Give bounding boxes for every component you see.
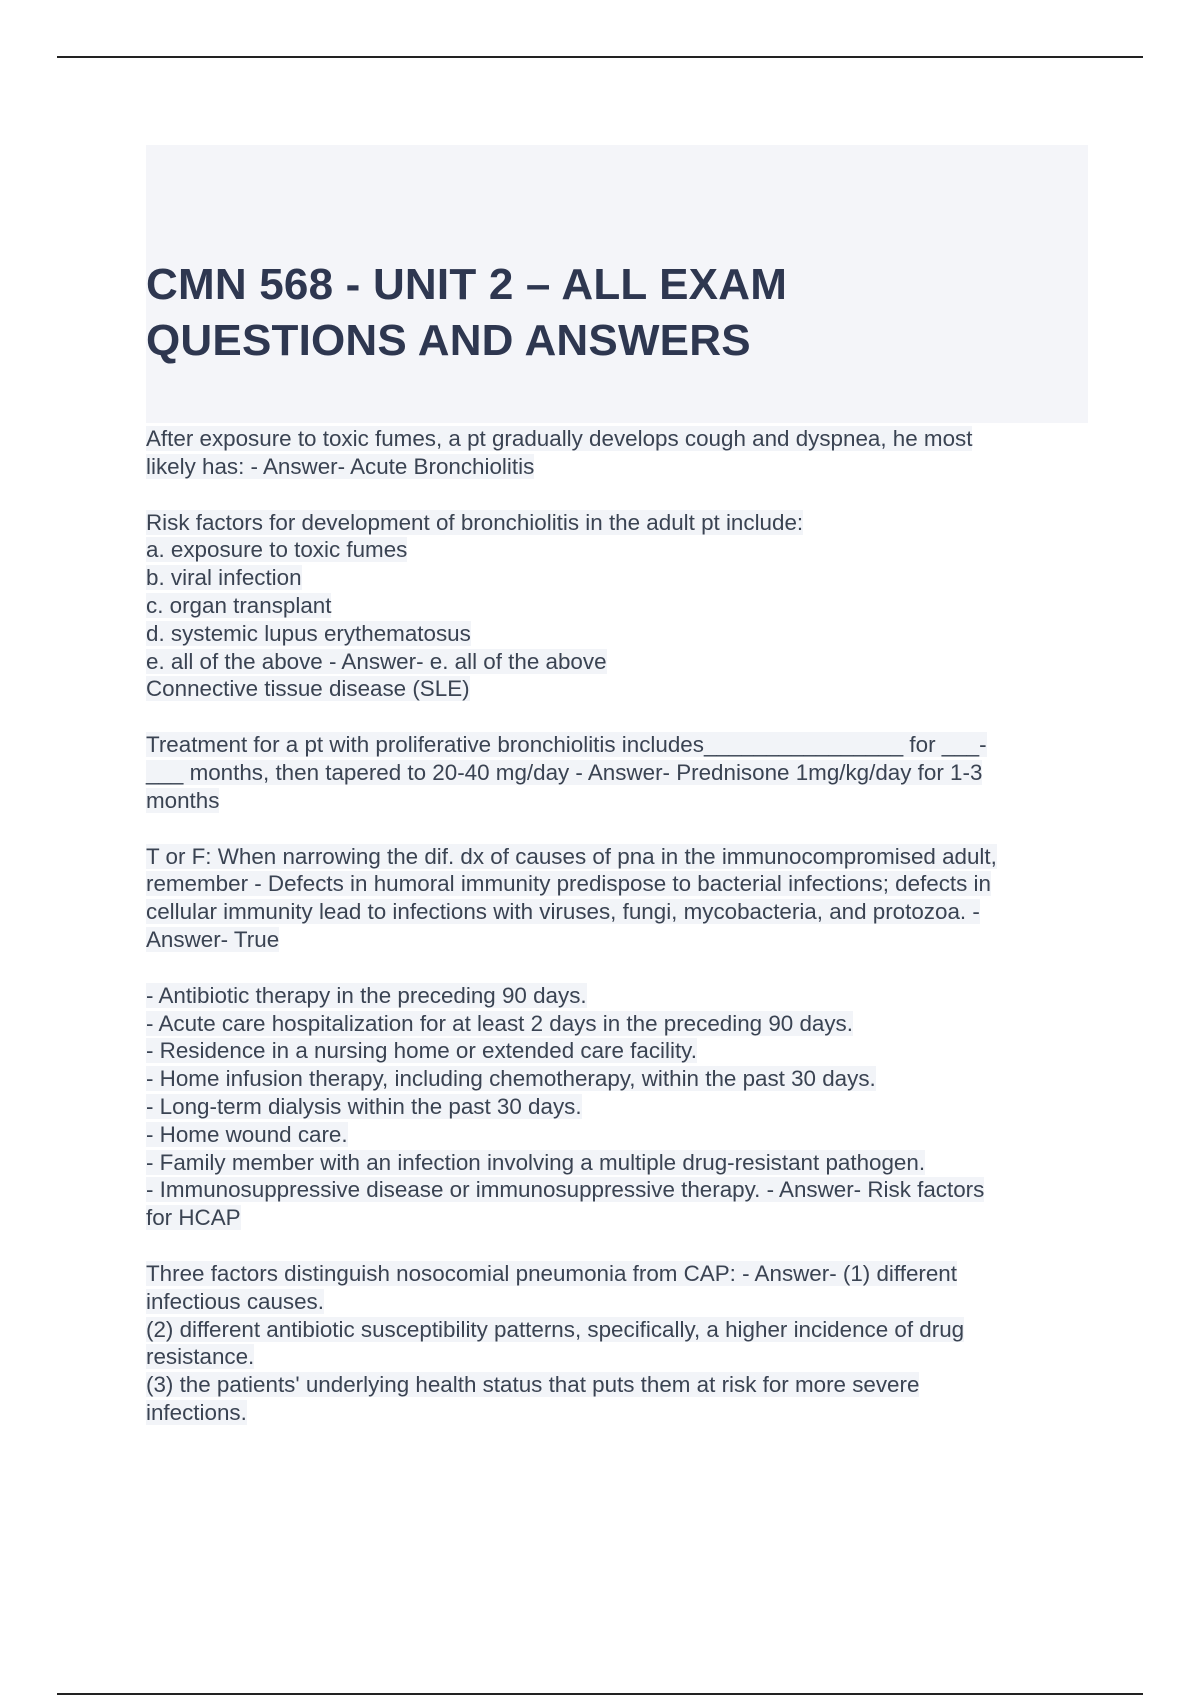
text-line: (3) the patients' underlying health status that puts them at risk for more severe (146, 1372, 920, 1398)
qa-paragraph (146, 1260, 1086, 1427)
text-line: e. all of the above - Answer- e. all of the above (146, 648, 607, 674)
title-banner (146, 145, 1088, 423)
text-line: cellular immunity lead to infections with viruses, fungi, mycobacteria, and protozoa. - (146, 899, 980, 925)
text-line: (2) different antibiotic susceptibility patterns, specifically, a higher incidence of drug (146, 1316, 965, 1342)
document-body (146, 425, 1086, 1455)
text-line: - Residence in a nursing home or extended care facility. (146, 1038, 697, 1064)
text-line: ___ months, then tapered to 20-40 mg/day - Answer- Prednisone 1mg/kg/day for 1-3 (146, 759, 983, 785)
text-line: Risk factors for development of bronchiolitis in the adult pt include: (146, 509, 804, 535)
text-line: a. exposure to toxic fumes (146, 537, 408, 563)
text-line: - Family member with an infection involving a multiple drug-resistant pathogen. (146, 1149, 926, 1175)
text-line: infectious causes. (146, 1288, 324, 1314)
text-line: infections. (146, 1399, 247, 1425)
qa-paragraph (146, 509, 1086, 704)
qa-paragraph (146, 425, 1086, 481)
text-line: - Home infusion therapy, including chemotherapy, within the past 30 days. (146, 1066, 876, 1092)
text-line: likely has: - Answer- Acute Bronchiolitis (146, 453, 535, 479)
top-rule (57, 56, 1143, 58)
text-line: resistance. (146, 1344, 255, 1370)
text-line: Three factors distinguish nosocomial pneumonia from CAP: - Answer- (1) different (146, 1260, 957, 1286)
text-line: Treatment for a pt with proliferative bronchiolitis includes________________ for ___- (146, 732, 987, 758)
text-line: - Antibiotic therapy in the preceding 90 days. (146, 982, 587, 1008)
text-line: for HCAP (146, 1205, 241, 1231)
text-line: months (146, 787, 220, 813)
text-line: - Immunosuppressive disease or immunosuppressive therapy. - Answer- Risk factors (146, 1177, 985, 1203)
qa-paragraph (146, 843, 1086, 954)
title-line: QUESTIONS AND ANSWERS (146, 316, 751, 365)
text-line: c. organ transplant (146, 592, 332, 618)
text-line: Connective tissue disease (SLE) (146, 676, 470, 702)
text-line: d. systemic lupus erythematosus (146, 620, 471, 646)
document-title (146, 257, 787, 369)
text-line: T or F: When narrowing the dif. dx of causes of pna in the immunocompromised adult, (146, 843, 997, 869)
qa-paragraph (146, 731, 1086, 814)
text-line: b. viral infection (146, 565, 302, 591)
text-line: After exposure to toxic fumes, a pt gradually develops cough and dyspnea, he most (146, 426, 973, 451)
title-line: CMN 568 - UNIT 2 – ALL EXAM (146, 260, 788, 309)
text-line: - Acute care hospitalization for at least 2 days in the preceding 90 days. (146, 1010, 853, 1036)
text-line: remember - Defects in humoral immunity predispose to bacterial infections; defects in (146, 871, 991, 897)
text-line: - Home wound care. (146, 1121, 348, 1147)
bottom-rule (57, 1693, 1143, 1695)
text-line: Answer- True (146, 926, 280, 952)
text-line: - Long-term dialysis within the past 30 days. (146, 1093, 582, 1119)
qa-paragraph (146, 982, 1086, 1232)
